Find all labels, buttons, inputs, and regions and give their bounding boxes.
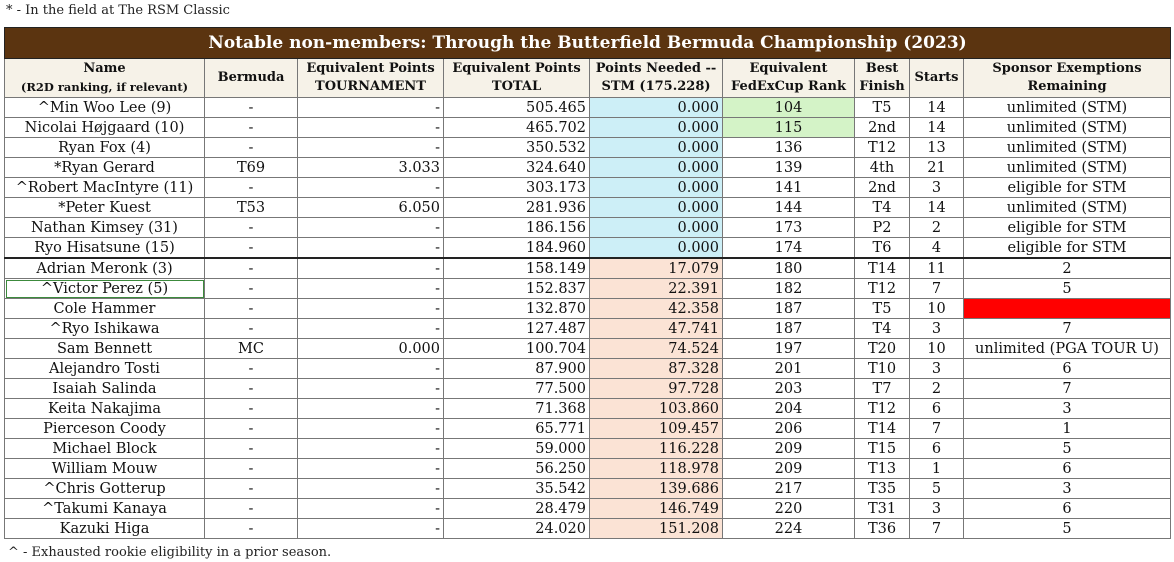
cell-eq-tournament[interactable]: - bbox=[298, 499, 444, 519]
cell-points-needed[interactable]: 0.000 bbox=[590, 138, 723, 158]
cell-best-finish[interactable]: T13 bbox=[855, 459, 910, 479]
cell-eq-tournament[interactable]: - bbox=[298, 279, 444, 299]
table-row bbox=[5, 419, 1171, 439]
header-bermuda[interactable]: Bermuda bbox=[205, 59, 298, 98]
table-row bbox=[5, 439, 1171, 459]
cell-best-finish[interactable]: 2nd bbox=[855, 118, 910, 138]
cell-best-finish[interactable]: T36 bbox=[855, 519, 910, 539]
table-row bbox=[5, 118, 1171, 138]
cell-eq-tournament[interactable]: - bbox=[298, 379, 444, 399]
table-row bbox=[5, 379, 1171, 399]
cell-sponsor-exemptions[interactable]: 5 bbox=[964, 279, 1171, 299]
table-row bbox=[5, 238, 1171, 259]
cell-name[interactable]: ^Ryo Ishikawa bbox=[5, 319, 205, 339]
cell-points-needed[interactable]: 0.000 bbox=[590, 118, 723, 138]
cell-eq-total[interactable]: 158.149 bbox=[444, 258, 590, 279]
cell-fedexcup-rank[interactable]: 206 bbox=[723, 419, 855, 439]
cell-sponsor-exemptions[interactable]: unlimited (STM) bbox=[964, 118, 1171, 138]
cell-eq-tournament[interactable]: - bbox=[298, 218, 444, 238]
cell-best-finish[interactable]: T31 bbox=[855, 499, 910, 519]
cell-eq-tournament[interactable]: 0.000 bbox=[298, 339, 444, 359]
cell-points-needed[interactable]: 74.524 bbox=[590, 339, 723, 359]
cell-starts[interactable]: 7 bbox=[910, 419, 964, 439]
header-starts[interactable]: Starts bbox=[910, 59, 964, 98]
cell-points-needed[interactable]: 146.749 bbox=[590, 499, 723, 519]
cell-fedexcup-rank[interactable]: 182 bbox=[723, 279, 855, 299]
cell-points-needed[interactable]: 0.000 bbox=[590, 158, 723, 178]
table-row bbox=[5, 459, 1171, 479]
cell-name[interactable]: ^Robert MacIntyre (11) bbox=[5, 178, 205, 198]
cell-points-needed[interactable]: 17.079 bbox=[590, 258, 723, 279]
cell-eq-total[interactable]: 186.156 bbox=[444, 218, 590, 238]
cell-sponsor-exemptions[interactable]: unlimited (STM) bbox=[964, 158, 1171, 178]
cell-starts[interactable]: 4 bbox=[910, 238, 964, 259]
cell-bermuda[interactable]: - bbox=[205, 379, 298, 399]
cell-name[interactable]: ^Victor Perez (5) bbox=[5, 279, 205, 299]
cell-best-finish[interactable]: T6 bbox=[855, 238, 910, 259]
cell-name[interactable]: Michael Block bbox=[5, 439, 205, 459]
cell-bermuda[interactable]: - bbox=[205, 459, 298, 479]
cell-bermuda[interactable]: - bbox=[205, 138, 298, 158]
cell-fedexcup-rank[interactable]: 104 bbox=[723, 98, 855, 118]
cell-eq-total[interactable]: 59.000 bbox=[444, 439, 590, 459]
cell-fedexcup-rank[interactable]: 209 bbox=[723, 459, 855, 479]
cell-eq-tournament[interactable]: 6.050 bbox=[298, 198, 444, 218]
cell-fedexcup-rank[interactable]: 217 bbox=[723, 479, 855, 499]
cell-bermuda[interactable]: - bbox=[205, 178, 298, 198]
cell-eq-total[interactable]: 281.936 bbox=[444, 198, 590, 218]
cell-best-finish[interactable]: T10 bbox=[855, 359, 910, 379]
cell-starts[interactable]: 2 bbox=[910, 218, 964, 238]
header-fedexcup-rank[interactable]: Equivalent FedExCup Rank bbox=[723, 59, 855, 98]
header-points-needed[interactable]: Points Needed -- STM (175.228) bbox=[590, 59, 723, 98]
cell-best-finish[interactable]: T5 bbox=[855, 299, 910, 319]
cell-fedexcup-rank[interactable]: 144 bbox=[723, 198, 855, 218]
cell-sponsor-exemptions[interactable]: 5 bbox=[964, 439, 1171, 459]
cell-best-finish[interactable]: T12 bbox=[855, 279, 910, 299]
cell-fedexcup-rank[interactable]: 204 bbox=[723, 399, 855, 419]
cell-points-needed[interactable]: 0.000 bbox=[590, 198, 723, 218]
cell-sponsor-exemptions[interactable]: eligible for STM bbox=[964, 238, 1171, 259]
cell-eq-tournament[interactable]: - bbox=[298, 419, 444, 439]
table-body bbox=[5, 98, 1171, 539]
cell-starts[interactable]: 11 bbox=[910, 258, 964, 279]
cell-eq-total[interactable]: 184.960 bbox=[444, 238, 590, 259]
header-eq-points-total[interactable]: Equivalent Points TOTAL bbox=[444, 59, 590, 98]
cell-starts[interactable]: 6 bbox=[910, 439, 964, 459]
cell-starts[interactable]: 3 bbox=[910, 499, 964, 519]
table-row bbox=[5, 299, 1171, 319]
cell-eq-total[interactable]: 152.837 bbox=[444, 279, 590, 299]
cell-best-finish[interactable]: 2nd bbox=[855, 178, 910, 198]
cell-points-needed[interactable]: 151.208 bbox=[590, 519, 723, 539]
cell-starts[interactable]: 14 bbox=[910, 98, 964, 118]
cell-sponsor-exemptions[interactable]: 1 bbox=[964, 419, 1171, 439]
cell-eq-total[interactable]: 505.465 bbox=[444, 98, 590, 118]
cell-sponsor-exemptions[interactable]: unlimited (STM) bbox=[964, 198, 1171, 218]
cell-eq-total[interactable]: 35.542 bbox=[444, 479, 590, 499]
cell-eq-tournament[interactable]: - bbox=[298, 258, 444, 279]
cell-eq-total[interactable]: 100.704 bbox=[444, 339, 590, 359]
table-row bbox=[5, 339, 1171, 359]
cell-bermuda[interactable]: - bbox=[205, 519, 298, 539]
table-title: Notable non-members: Through the Butterfield Bermuda Championship (2023) bbox=[5, 28, 1171, 59]
cell-eq-tournament[interactable]: - bbox=[298, 479, 444, 499]
cell-fedexcup-rank[interactable]: 187 bbox=[723, 319, 855, 339]
cell-starts[interactable]: 2 bbox=[910, 379, 964, 399]
cell-name[interactable]: ^Chris Gotterup bbox=[5, 479, 205, 499]
cell-eq-tournament[interactable]: - bbox=[298, 98, 444, 118]
bottom-footnote: ^ - Exhausted rookie eligibility in a prior season. bbox=[8, 545, 332, 560]
cell-starts[interactable]: 3 bbox=[910, 319, 964, 339]
cell-eq-tournament[interactable]: - bbox=[298, 519, 444, 539]
cell-name[interactable]: Kazuki Higa bbox=[5, 519, 205, 539]
cell-sponsor-exemptions[interactable]: unlimited (PGA TOUR U) bbox=[964, 339, 1171, 359]
cell-bermuda[interactable]: - bbox=[205, 238, 298, 259]
cell-bermuda[interactable]: - bbox=[205, 118, 298, 138]
cell-eq-total[interactable]: 56.250 bbox=[444, 459, 590, 479]
cell-best-finish[interactable]: T12 bbox=[855, 138, 910, 158]
table-row bbox=[5, 399, 1171, 419]
cell-name[interactable]: ^Min Woo Lee (9) bbox=[5, 98, 205, 118]
cell-eq-total[interactable]: 87.900 bbox=[444, 359, 590, 379]
cell-bermuda[interactable]: - bbox=[205, 479, 298, 499]
cell-eq-total[interactable]: 350.532 bbox=[444, 138, 590, 158]
cell-bermuda[interactable]: - bbox=[205, 98, 298, 118]
cell-bermuda[interactable]: - bbox=[205, 359, 298, 379]
cell-sponsor-exemptions[interactable]: eligible for STM bbox=[964, 218, 1171, 238]
cell-bermuda[interactable]: - bbox=[205, 279, 298, 299]
cell-name[interactable]: Sam Bennett bbox=[5, 339, 205, 359]
cell-eq-tournament[interactable]: - bbox=[298, 319, 444, 339]
cell-eq-tournament[interactable]: - bbox=[298, 399, 444, 419]
cell-starts[interactable]: 1 bbox=[910, 459, 964, 479]
cell-name[interactable]: Alejandro Tosti bbox=[5, 359, 205, 379]
cell-eq-total[interactable]: 24.020 bbox=[444, 519, 590, 539]
cell-bermuda[interactable]: MC bbox=[205, 339, 298, 359]
cell-points-needed[interactable]: 116.228 bbox=[590, 439, 723, 459]
cell-best-finish[interactable]: T35 bbox=[855, 479, 910, 499]
cell-best-finish[interactable]: T14 bbox=[855, 258, 910, 279]
cell-points-needed[interactable]: 0.000 bbox=[590, 238, 723, 259]
cell-name[interactable]: Keita Nakajima bbox=[5, 399, 205, 419]
table-row bbox=[5, 98, 1171, 118]
cell-points-needed[interactable]: 0.000 bbox=[590, 218, 723, 238]
cell-fedexcup-rank[interactable]: 209 bbox=[723, 439, 855, 459]
header-name[interactable]: Name (R2D ranking, if relevant) bbox=[5, 59, 205, 98]
cell-starts[interactable]: 5 bbox=[910, 479, 964, 499]
table-row bbox=[5, 158, 1171, 178]
cell-starts[interactable]: 3 bbox=[910, 359, 964, 379]
cell-starts[interactable]: 6 bbox=[910, 399, 964, 419]
cell-eq-tournament[interactable]: - bbox=[298, 138, 444, 158]
cell-fedexcup-rank[interactable]: 203 bbox=[723, 379, 855, 399]
cell-bermuda[interactable]: - bbox=[205, 218, 298, 238]
cell-name[interactable]: Isaiah Salinda bbox=[5, 379, 205, 399]
cell-sponsor-exemptions[interactable]: eligible for STM bbox=[964, 178, 1171, 198]
cell-name[interactable]: Nicolai Højgaard (10) bbox=[5, 118, 205, 138]
cell-starts[interactable]: 21 bbox=[910, 158, 964, 178]
cell-fedexcup-rank[interactable]: 139 bbox=[723, 158, 855, 178]
cell-points-needed[interactable]: 0.000 bbox=[590, 98, 723, 118]
cell-eq-tournament[interactable]: 3.033 bbox=[298, 158, 444, 178]
table-row bbox=[5, 319, 1171, 339]
table-row bbox=[5, 258, 1171, 279]
cell-bermuda[interactable]: - bbox=[205, 399, 298, 419]
cell-eq-total[interactable]: 28.479 bbox=[444, 499, 590, 519]
cell-sponsor-exemptions[interactable]: unlimited (STM) bbox=[964, 138, 1171, 158]
cell-starts[interactable]: 14 bbox=[910, 118, 964, 138]
cell-sponsor-exemptions[interactable]: 6 bbox=[964, 459, 1171, 479]
cell-sponsor-exemptions[interactable]: 6 bbox=[964, 359, 1171, 379]
cell-eq-tournament[interactable]: - bbox=[298, 238, 444, 259]
cell-sponsor-exemptions[interactable]: 6 bbox=[964, 499, 1171, 519]
cell-fedexcup-rank[interactable]: 180 bbox=[723, 258, 855, 279]
cell-fedexcup-rank[interactable]: 187 bbox=[723, 299, 855, 319]
cell-eq-total[interactable]: 465.702 bbox=[444, 118, 590, 138]
cell-best-finish[interactable]: T14 bbox=[855, 419, 910, 439]
table-row bbox=[5, 479, 1171, 499]
cell-starts[interactable]: 14 bbox=[910, 198, 964, 218]
cell-fedexcup-rank[interactable]: 197 bbox=[723, 339, 855, 359]
cell-bermuda[interactable]: - bbox=[205, 319, 298, 339]
cell-name[interactable]: *Ryan Gerard bbox=[5, 158, 205, 178]
cell-bermuda[interactable]: - bbox=[205, 299, 298, 319]
cell-points-needed[interactable]: 0.000 bbox=[590, 178, 723, 198]
table-row bbox=[5, 499, 1171, 519]
cell-name[interactable]: Ryo Hisatsune (15) bbox=[5, 238, 205, 259]
cell-name[interactable]: Pierceson Coody bbox=[5, 419, 205, 439]
cell-eq-total[interactable]: 132.870 bbox=[444, 299, 590, 319]
cell-bermuda[interactable]: T53 bbox=[205, 198, 298, 218]
cell-name[interactable]: Ryan Fox (4) bbox=[5, 138, 205, 158]
cell-eq-total[interactable]: 71.368 bbox=[444, 399, 590, 419]
table-row bbox=[5, 359, 1171, 379]
cell-bermuda[interactable]: - bbox=[205, 439, 298, 459]
cell-sponsor-exemptions[interactable]: 3 bbox=[964, 399, 1171, 419]
cell-fedexcup-rank[interactable]: 220 bbox=[723, 499, 855, 519]
cell-points-needed[interactable]: 139.686 bbox=[590, 479, 723, 499]
cell-sponsor-exemptions[interactable]: 3 bbox=[964, 479, 1171, 499]
cell-eq-total[interactable]: 324.640 bbox=[444, 158, 590, 178]
cell-points-needed[interactable]: 22.391 bbox=[590, 279, 723, 299]
cell-sponsor-exemptions[interactable]: 2 bbox=[964, 258, 1171, 279]
cell-eq-total[interactable]: 127.487 bbox=[444, 319, 590, 339]
cell-fedexcup-rank[interactable]: 136 bbox=[723, 138, 855, 158]
cell-best-finish[interactable]: T15 bbox=[855, 439, 910, 459]
top-footnote: * - In the field at The RSM Classic bbox=[6, 3, 230, 18]
cell-best-finish[interactable]: P2 bbox=[855, 218, 910, 238]
cell-eq-total[interactable]: 65.771 bbox=[444, 419, 590, 439]
cell-eq-total[interactable]: 303.173 bbox=[444, 178, 590, 198]
table-row bbox=[5, 519, 1171, 539]
cell-starts[interactable]: 3 bbox=[910, 178, 964, 198]
cell-sponsor-exemptions[interactable]: unlimited (STM) bbox=[964, 98, 1171, 118]
cell-best-finish[interactable]: T7 bbox=[855, 379, 910, 399]
cell-eq-tournament[interactable]: - bbox=[298, 118, 444, 138]
header-eq-points-tournament[interactable]: Equivalent Points TOURNAMENT bbox=[298, 59, 444, 98]
cell-fedexcup-rank[interactable]: 141 bbox=[723, 178, 855, 198]
cell-best-finish[interactable]: T5 bbox=[855, 98, 910, 118]
table-row bbox=[5, 138, 1171, 158]
cell-points-needed[interactable]: 103.860 bbox=[590, 399, 723, 419]
cell-sponsor-exemptions[interactable]: 0 bbox=[964, 299, 1171, 319]
cell-best-finish[interactable]: 4th bbox=[855, 158, 910, 178]
cell-name[interactable]: Adrian Meronk (3) bbox=[5, 258, 205, 279]
cell-bermuda[interactable]: - bbox=[205, 258, 298, 279]
cell-points-needed[interactable]: 118.978 bbox=[590, 459, 723, 479]
cell-bermuda[interactable]: - bbox=[205, 499, 298, 519]
cell-eq-total[interactable]: 77.500 bbox=[444, 379, 590, 399]
cell-best-finish[interactable]: T20 bbox=[855, 339, 910, 359]
cell-starts[interactable]: 10 bbox=[910, 339, 964, 359]
cell-points-needed[interactable]: 47.741 bbox=[590, 319, 723, 339]
cell-fedexcup-rank[interactable]: 201 bbox=[723, 359, 855, 379]
cell-name[interactable]: ^Takumi Kanaya bbox=[5, 499, 205, 519]
cell-best-finish[interactable]: T4 bbox=[855, 319, 910, 339]
cell-eq-tournament[interactable]: - bbox=[298, 459, 444, 479]
table-row bbox=[5, 198, 1171, 218]
cell-sponsor-exemptions[interactable]: 7 bbox=[964, 319, 1171, 339]
cell-points-needed[interactable]: 87.328 bbox=[590, 359, 723, 379]
cell-starts[interactable]: 7 bbox=[910, 519, 964, 539]
cell-name[interactable]: William Mouw bbox=[5, 459, 205, 479]
table-row bbox=[5, 178, 1171, 198]
cell-points-needed[interactable]: 97.728 bbox=[590, 379, 723, 399]
cell-best-finish[interactable]: T4 bbox=[855, 198, 910, 218]
cell-starts[interactable]: 13 bbox=[910, 138, 964, 158]
header-best-finish[interactable]: Best Finish bbox=[855, 59, 910, 98]
cell-name[interactable]: Nathan Kimsey (31) bbox=[5, 218, 205, 238]
cell-name[interactable]: Cole Hammer bbox=[5, 299, 205, 319]
cell-fedexcup-rank[interactable]: 115 bbox=[723, 118, 855, 138]
cell-eq-tournament[interactable]: - bbox=[298, 359, 444, 379]
header-sponsor-exemptions[interactable]: Sponsor Exemptions Remaining bbox=[964, 59, 1171, 98]
cell-eq-tournament[interactable]: - bbox=[298, 178, 444, 198]
cell-bermuda[interactable]: T69 bbox=[205, 158, 298, 178]
table-row bbox=[5, 279, 1171, 299]
cell-starts[interactable]: 10 bbox=[910, 299, 964, 319]
cell-points-needed[interactable]: 42.358 bbox=[590, 299, 723, 319]
cell-eq-tournament[interactable]: - bbox=[298, 299, 444, 319]
nonmembers-table bbox=[4, 27, 1171, 539]
cell-sponsor-exemptions[interactable]: 7 bbox=[964, 379, 1171, 399]
table-row bbox=[5, 218, 1171, 238]
cell-best-finish[interactable]: T12 bbox=[855, 399, 910, 419]
cell-fedexcup-rank[interactable]: 173 bbox=[723, 218, 855, 238]
cell-fedexcup-rank[interactable]: 224 bbox=[723, 519, 855, 539]
cell-eq-tournament[interactable]: - bbox=[298, 439, 444, 459]
cell-fedexcup-rank[interactable]: 174 bbox=[723, 238, 855, 259]
cell-points-needed[interactable]: 109.457 bbox=[590, 419, 723, 439]
cell-name[interactable]: *Peter Kuest bbox=[5, 198, 205, 218]
cell-bermuda[interactable]: - bbox=[205, 419, 298, 439]
cell-starts[interactable]: 7 bbox=[910, 279, 964, 299]
cell-sponsor-exemptions[interactable]: 5 bbox=[964, 519, 1171, 539]
